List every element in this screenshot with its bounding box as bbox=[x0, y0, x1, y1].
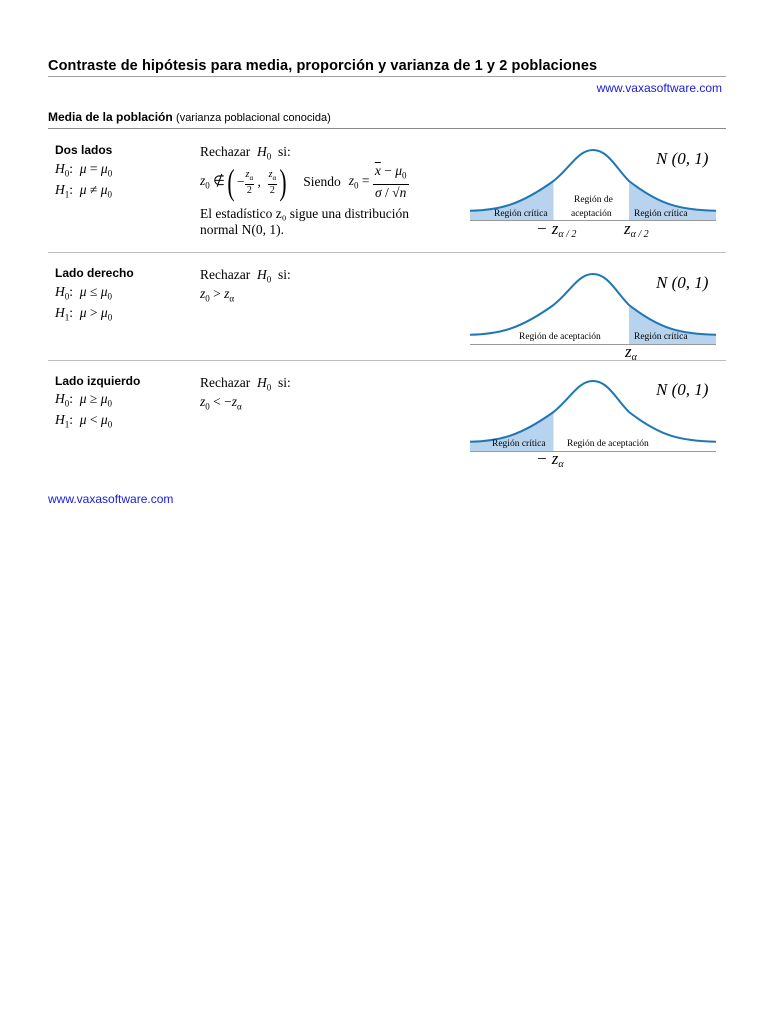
section-heading bbox=[48, 110, 331, 124]
reject-label: Rechazar bbox=[200, 267, 251, 282]
section-rule bbox=[48, 128, 726, 129]
region-label-critical: Región crítica bbox=[492, 439, 546, 449]
section-title: Media de la población bbox=[48, 110, 173, 124]
footer-url-link[interactable]: www.vaxasoftware.com bbox=[48, 492, 174, 506]
title-rule bbox=[48, 76, 726, 77]
right-tail-normal-chart bbox=[470, 264, 720, 364]
region-label-acceptance: Región de aceptación bbox=[567, 439, 649, 449]
case-right-title: Lado derecho bbox=[55, 266, 134, 280]
reject-suffix: si: bbox=[277, 144, 291, 159]
region-label-acceptance: Región de aceptación bbox=[519, 332, 601, 342]
two-sided-normal-chart bbox=[470, 140, 720, 240]
case-two-sided-h1: $H_1$: $\mu \ne \mu_0$ bbox=[55, 182, 112, 200]
row-divider-2 bbox=[48, 360, 726, 361]
critical-value: zα bbox=[625, 342, 637, 363]
section-subtitle: (varianza poblacional conocida) bbox=[176, 112, 331, 124]
reject-label: Rechazar bbox=[200, 375, 251, 390]
reject-label: Rechazar bbox=[200, 144, 251, 159]
region-label-critical: Región crítica bbox=[634, 332, 688, 342]
case-left-title: Lado izquierdo bbox=[55, 374, 141, 388]
distribution-label: N (0, 1) bbox=[656, 380, 709, 399]
case-two-sided-h0: $H_0$: $\mu = \mu_0$ bbox=[55, 161, 113, 179]
region-label-acceptance-2: aceptación bbox=[571, 209, 612, 219]
left-tail-normal-chart bbox=[470, 371, 720, 471]
case-right-h0: $H_0$: $\mu \le \mu_0$ bbox=[55, 284, 112, 302]
reject-suffix: si: bbox=[277, 267, 291, 282]
region-label-critical-left: Región crítica bbox=[494, 209, 548, 219]
region-label-critical-right: Región crítica bbox=[634, 209, 688, 219]
header-url-link[interactable]: www.vaxasoftware.com bbox=[596, 81, 722, 95]
row-divider-1 bbox=[48, 252, 726, 253]
reject-suffix: si: bbox=[277, 375, 291, 390]
case-right-rule: $z_0 > z_\alpha$ bbox=[200, 286, 235, 304]
region-label-acceptance-1: Región de bbox=[574, 195, 613, 205]
case-right-h1: $H_1$: $\mu > \mu_0$ bbox=[55, 305, 113, 323]
case-two-sided-reject: Rechazar $H_0$ si: bbox=[200, 144, 291, 162]
distribution-label: N (0, 1) bbox=[656, 149, 709, 168]
case-two-sided-note: El estadístico z₀ sigue una distribución normal N(0, 1). bbox=[200, 206, 410, 237]
case-left-h1: $H_1$: $\mu < \mu_0$ bbox=[55, 412, 113, 430]
case-left-reject: Rechazar $H_0$ si: bbox=[200, 375, 291, 393]
case-two-sided-title: Dos lados bbox=[55, 143, 113, 157]
case-right-reject: Rechazar $H_0$ si: bbox=[200, 267, 291, 285]
distribution-label: N (0, 1) bbox=[656, 273, 709, 292]
case-two-sided-formula: $z_0$ ∉ ( − $\frac{z_\alpha}{2}$ , $\frac{z_\alpha}{2}$ ) Siendo $z_0$ = $\frac{\overline{x} - \mu_0}{\sigma / √n}$ bbox=[200, 162, 407, 202]
case-left-h0: $H_0$: $\mu \ge \mu_0$ bbox=[55, 391, 112, 409]
case-left-rule: $z_0 < -z_\alpha$ bbox=[200, 394, 242, 412]
critical-value-right: zα / 2 bbox=[624, 219, 649, 240]
critical-value-left: − zα / 2 bbox=[536, 219, 577, 240]
critical-value: − zα bbox=[536, 449, 564, 470]
page-title: Contraste de hipótesis para media, proporción y varianza de 1 y 2 poblaciones bbox=[48, 58, 598, 74]
siendo-label: Siendo bbox=[303, 174, 341, 189]
